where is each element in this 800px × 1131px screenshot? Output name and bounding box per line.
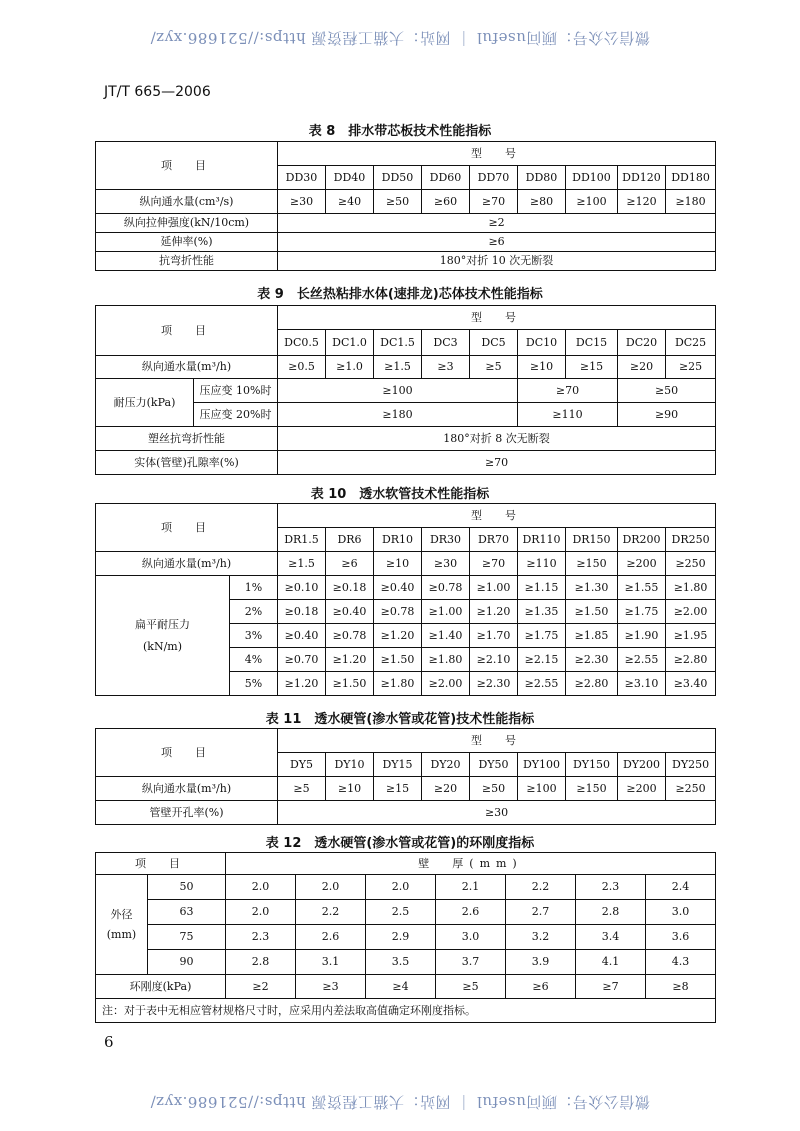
table8-row-label: 纵向拉伸强度(kN/10cm) xyxy=(96,214,278,233)
table10-cell: ≥1.55 xyxy=(618,576,666,600)
table8-cell: ≥60 xyxy=(422,190,470,214)
table10-flat-label-main: 扁平耐压力 xyxy=(135,617,190,631)
table8-caption: 表 8 排水带芯板技术性能指标 xyxy=(308,124,492,139)
table12-cell: 2.0 xyxy=(226,900,296,925)
table10-row-label: 纵向通水量(m³/h) xyxy=(96,552,278,576)
table10-cell: ≥0.78 xyxy=(326,624,374,648)
table10-cell: ≥2.80 xyxy=(566,672,618,696)
table12-cell: 3.9 xyxy=(506,950,576,975)
table10-model: DR6 xyxy=(326,528,374,552)
table10-cell: ≥1.70 xyxy=(470,624,518,648)
table10-cell: ≥2.30 xyxy=(470,672,518,696)
table11-cell: ≥20 xyxy=(422,777,470,801)
table12-cell: 2.3 xyxy=(226,925,296,950)
table9-cell: ≥25 xyxy=(666,356,716,379)
table9-pressure-label: 耐压力(kPa) xyxy=(96,379,194,427)
table12-wall-header: 壁 厚(mm) xyxy=(226,853,716,875)
table9-row-label: 压应变 20%时 xyxy=(194,403,278,427)
table12-cell: 2.8 xyxy=(576,900,646,925)
table9-model: DC25 xyxy=(666,330,716,356)
table10-cell: ≥70 xyxy=(470,552,518,576)
table10-cell: ≥1.50 xyxy=(566,600,618,624)
table10-model: DR1.5 xyxy=(278,528,326,552)
table12-od: 75 xyxy=(148,925,226,950)
table12-cell: ≥8 xyxy=(646,975,716,999)
watermark-top: 微信公众号：顾问useful ｜ 网站：大猫工程资源 https://521686.xyz/ xyxy=(150,29,650,47)
table12-cell: 2.6 xyxy=(296,925,366,950)
table11-cell: ≥15 xyxy=(374,777,422,801)
table12-cell: 3.4 xyxy=(576,925,646,950)
table9-row-label: 实体(管壁)孔隙率(%) xyxy=(96,451,278,475)
table10-pct: 5% xyxy=(230,672,278,696)
table10-cell: ≥2.00 xyxy=(422,672,470,696)
table12-row-label: 环刚度(kPa) xyxy=(96,975,226,999)
table12-cell: 2.5 xyxy=(366,900,436,925)
table9-cell: ≥180 xyxy=(278,403,518,427)
table12-cell: 4.3 xyxy=(646,950,716,975)
table9-cell: ≥3 xyxy=(422,356,470,379)
table12-cell: 3.7 xyxy=(436,950,506,975)
table12-cell: 2.2 xyxy=(506,875,576,900)
table12-item-header: 项 目 xyxy=(96,853,226,875)
watermark-bottom: 微信公众号：顾问useful ｜ 网站：大猫工程资源 https://521686.xyz/ xyxy=(150,1093,650,1111)
table11-model: DY15 xyxy=(374,753,422,777)
table11-cell: ≥30 xyxy=(278,801,716,825)
table9-model: DC15 xyxy=(566,330,618,356)
table10-model: DR200 xyxy=(618,528,666,552)
table10-cell: ≥0.78 xyxy=(374,600,422,624)
table9-cell: ≥110 xyxy=(518,403,618,427)
table10-model: DR70 xyxy=(470,528,518,552)
table10-cell: ≥1.00 xyxy=(422,600,470,624)
table9 xyxy=(95,305,716,475)
table10-flat-label-unit: (kN/m) xyxy=(142,639,182,653)
table12-cell: ≥5 xyxy=(436,975,506,999)
table10-cell: ≥1.20 xyxy=(278,672,326,696)
table12-od-label-main: 外径 xyxy=(110,907,133,921)
table10-cell: ≥0.70 xyxy=(278,648,326,672)
table11-cell: ≥100 xyxy=(518,777,566,801)
table10-cell: ≥1.20 xyxy=(470,600,518,624)
table12-cell: 2.0 xyxy=(296,875,366,900)
table12-note: 注：对于表中无相应管材规格尺寸时，应采用内差法取高值确定环刚度指标。 xyxy=(96,999,716,1023)
table9-cell: ≥70 xyxy=(278,451,716,475)
table10-caption: 表 10 透水软管技术性能指标 xyxy=(310,487,490,502)
table9-cell: ≥0.5 xyxy=(278,356,326,379)
table8-model: DD180 xyxy=(666,166,716,190)
table8-cell: ≥30 xyxy=(278,190,326,214)
table10-cell: ≥1.00 xyxy=(470,576,518,600)
table8-cell: ≥180 xyxy=(666,190,716,214)
table10-cell: ≥1.40 xyxy=(422,624,470,648)
table11-cell: ≥5 xyxy=(278,777,326,801)
table11-model: DY5 xyxy=(278,753,326,777)
table8-model: DD50 xyxy=(374,166,422,190)
table11-model: DY200 xyxy=(618,753,666,777)
table10-cell: ≥3.40 xyxy=(666,672,716,696)
table11-caption: 表 11 透水硬管(渗水管或花管)技术性能指标 xyxy=(265,712,535,727)
table12-od-label xyxy=(96,875,148,975)
table10-cell: ≥1.85 xyxy=(566,624,618,648)
table11-row-label: 纵向通水量(m³/h) xyxy=(96,777,278,801)
table12-cell: 3.6 xyxy=(646,925,716,950)
table11-cell: ≥10 xyxy=(326,777,374,801)
table12-cell: 3.5 xyxy=(366,950,436,975)
table12-cell: 2.7 xyxy=(506,900,576,925)
table10-cell: ≥0.18 xyxy=(326,576,374,600)
table10-cell: ≥2.00 xyxy=(666,600,716,624)
table10-cell: ≥1.50 xyxy=(326,672,374,696)
table10-cell: ≥2.55 xyxy=(518,672,566,696)
table12-cell: 2.8 xyxy=(226,950,296,975)
table8-cell: 180°对折 10 次无断裂 xyxy=(278,252,716,271)
table10-type-header: 型 号 xyxy=(278,504,716,528)
table10-pct: 3% xyxy=(230,624,278,648)
table9-cell: ≥10 xyxy=(518,356,566,379)
table10-cell: ≥1.80 xyxy=(422,648,470,672)
table10-model: DR10 xyxy=(374,528,422,552)
table8-cell: ≥2 xyxy=(278,214,716,233)
table9-model: DC1.0 xyxy=(326,330,374,356)
table11-model: DY20 xyxy=(422,753,470,777)
table11-model: DY250 xyxy=(666,753,716,777)
table10-cell: ≥0.40 xyxy=(326,600,374,624)
table8-model: DD100 xyxy=(566,166,618,190)
table12-cell: 3.1 xyxy=(296,950,366,975)
table9-cell: ≥15 xyxy=(566,356,618,379)
table10-cell: ≥6 xyxy=(326,552,374,576)
table10-cell: ≥0.40 xyxy=(278,624,326,648)
table10-flat-pressure-label xyxy=(96,576,230,696)
table11-model: DY50 xyxy=(470,753,518,777)
table8-cell: ≥70 xyxy=(470,190,518,214)
table12-cell: 2.3 xyxy=(576,875,646,900)
table9-cell: ≥20 xyxy=(618,356,666,379)
table11-model: DY100 xyxy=(518,753,566,777)
table10-model: DR150 xyxy=(566,528,618,552)
table11-model: DY150 xyxy=(566,753,618,777)
table10-cell: ≥1.20 xyxy=(326,648,374,672)
table12-cell: ≥2 xyxy=(226,975,296,999)
table12-cell: 4.1 xyxy=(576,950,646,975)
table9-row-label: 塑丝抗弯折性能 xyxy=(96,427,278,451)
table12-od: 63 xyxy=(148,900,226,925)
table10-item-header: 项 目 xyxy=(96,504,278,552)
table12-cell: ≥3 xyxy=(296,975,366,999)
table8-cell: ≥120 xyxy=(618,190,666,214)
table10-cell: ≥1.75 xyxy=(518,624,566,648)
table9-type-header: 型 号 xyxy=(278,306,716,330)
table9-model: DC1.5 xyxy=(374,330,422,356)
table12-od: 50 xyxy=(148,875,226,900)
table10-cell: ≥30 xyxy=(422,552,470,576)
table12-cell: 3.0 xyxy=(436,925,506,950)
table10-cell: ≥250 xyxy=(666,552,716,576)
table10-model: DR250 xyxy=(666,528,716,552)
table8-row-label: 延伸率(%) xyxy=(96,233,278,252)
table11-cell: ≥200 xyxy=(618,777,666,801)
table12-cell: ≥6 xyxy=(506,975,576,999)
table9-cell: 180°对折 8 次无断裂 xyxy=(278,427,716,451)
table12-cell: 2.9 xyxy=(366,925,436,950)
table10-cell: ≥1.90 xyxy=(618,624,666,648)
table10-cell: ≥1.95 xyxy=(666,624,716,648)
table10-cell: ≥150 xyxy=(566,552,618,576)
table10-cell: ≥0.10 xyxy=(278,576,326,600)
table10-cell: ≥1.80 xyxy=(374,672,422,696)
table10-pct: 2% xyxy=(230,600,278,624)
table8-row-label: 纵向通水量(cm³/s) xyxy=(96,190,278,214)
table10-cell: ≥1.75 xyxy=(618,600,666,624)
table9-item-header: 项 目 xyxy=(96,306,278,356)
table8-item-header: 项 目 xyxy=(96,142,278,190)
table9-cell: ≥100 xyxy=(278,379,518,403)
table10-model: DR30 xyxy=(422,528,470,552)
table12-od-label-unit: (mm) xyxy=(106,927,137,941)
table9-caption: 表 9 长丝热粘排水体(速排龙)芯体技术性能指标 xyxy=(257,287,543,302)
table8 xyxy=(95,141,716,271)
table12-cell: ≥7 xyxy=(576,975,646,999)
table11-model: DY10 xyxy=(326,753,374,777)
table9-cell: ≥1.5 xyxy=(374,356,422,379)
table10-cell: ≥0.40 xyxy=(374,576,422,600)
table8-model: DD70 xyxy=(470,166,518,190)
table10-cell: ≥0.18 xyxy=(278,600,326,624)
table10 xyxy=(95,503,716,696)
table11-cell: ≥50 xyxy=(470,777,518,801)
table10-cell: ≥1.50 xyxy=(374,648,422,672)
table8-type-header: 型 号 xyxy=(278,142,716,166)
table10-cell: ≥2.80 xyxy=(666,648,716,672)
table9-model: DC0.5 xyxy=(278,330,326,356)
table8-cell: ≥50 xyxy=(374,190,422,214)
table8-cell: ≥40 xyxy=(326,190,374,214)
table10-cell: ≥2.30 xyxy=(566,648,618,672)
table11-row-label: 管壁开孔率(%) xyxy=(96,801,278,825)
table12-cell: 2.4 xyxy=(646,875,716,900)
table8-cell: ≥100 xyxy=(566,190,618,214)
table8-row-label: 抗弯折性能 xyxy=(96,252,278,271)
table12-cell: 2.6 xyxy=(436,900,506,925)
table9-cell: ≥5 xyxy=(470,356,518,379)
table12-cell: 2.2 xyxy=(296,900,366,925)
table10-cell: ≥2.15 xyxy=(518,648,566,672)
table10-pct: 1% xyxy=(230,576,278,600)
table11-type-header: 型 号 xyxy=(278,729,716,753)
table10-cell: ≥1.15 xyxy=(518,576,566,600)
table10-cell: ≥1.30 xyxy=(566,576,618,600)
page-number: 6 xyxy=(104,1033,114,1051)
table8-cell: ≥6 xyxy=(278,233,716,252)
table10-cell: ≥10 xyxy=(374,552,422,576)
table9-row-label: 纵向通水量(m³/h) xyxy=(96,356,278,379)
table8-model: DD120 xyxy=(618,166,666,190)
table11-cell: ≥150 xyxy=(566,777,618,801)
table12-cell: 3.0 xyxy=(646,900,716,925)
table10-pct: 4% xyxy=(230,648,278,672)
table10-cell: ≥200 xyxy=(618,552,666,576)
table9-cell: ≥90 xyxy=(618,403,716,427)
table9-model: DC3 xyxy=(422,330,470,356)
table10-cell: ≥3.10 xyxy=(618,672,666,696)
table8-cell: ≥80 xyxy=(518,190,566,214)
table10-cell: ≥1.80 xyxy=(666,576,716,600)
table11-cell: ≥250 xyxy=(666,777,716,801)
table8-model: DD60 xyxy=(422,166,470,190)
table10-cell: ≥2.55 xyxy=(618,648,666,672)
table12-caption: 表 12 透水硬管(渗水管或花管)的环刚度指标 xyxy=(265,836,535,851)
table11-item-header: 项 目 xyxy=(96,729,278,777)
table8-model: DD30 xyxy=(278,166,326,190)
table10-cell: ≥1.35 xyxy=(518,600,566,624)
table10-cell: ≥2.10 xyxy=(470,648,518,672)
table12-cell: 2.0 xyxy=(366,875,436,900)
table10-model: DR110 xyxy=(518,528,566,552)
table9-model: DC5 xyxy=(470,330,518,356)
table12-cell: 2.0 xyxy=(226,875,296,900)
standard-code: JT/T 665—2006 xyxy=(104,84,211,100)
table10-cell: ≥110 xyxy=(518,552,566,576)
table11 xyxy=(95,728,716,825)
table12-cell: ≥4 xyxy=(366,975,436,999)
table9-cell: ≥70 xyxy=(518,379,618,403)
table12-cell: 2.1 xyxy=(436,875,506,900)
table8-model: DD80 xyxy=(518,166,566,190)
table10-cell: ≥0.78 xyxy=(422,576,470,600)
table9-row-label: 压应变 10%时 xyxy=(194,379,278,403)
table12 xyxy=(95,852,716,1023)
table9-model: DC20 xyxy=(618,330,666,356)
table9-cell: ≥50 xyxy=(618,379,716,403)
table9-model: DC10 xyxy=(518,330,566,356)
table9-cell: ≥1.0 xyxy=(326,356,374,379)
table12-cell: 3.2 xyxy=(506,925,576,950)
table12-od: 90 xyxy=(148,950,226,975)
table10-cell: ≥1.5 xyxy=(278,552,326,576)
table8-model: DD40 xyxy=(326,166,374,190)
table10-cell: ≥1.20 xyxy=(374,624,422,648)
